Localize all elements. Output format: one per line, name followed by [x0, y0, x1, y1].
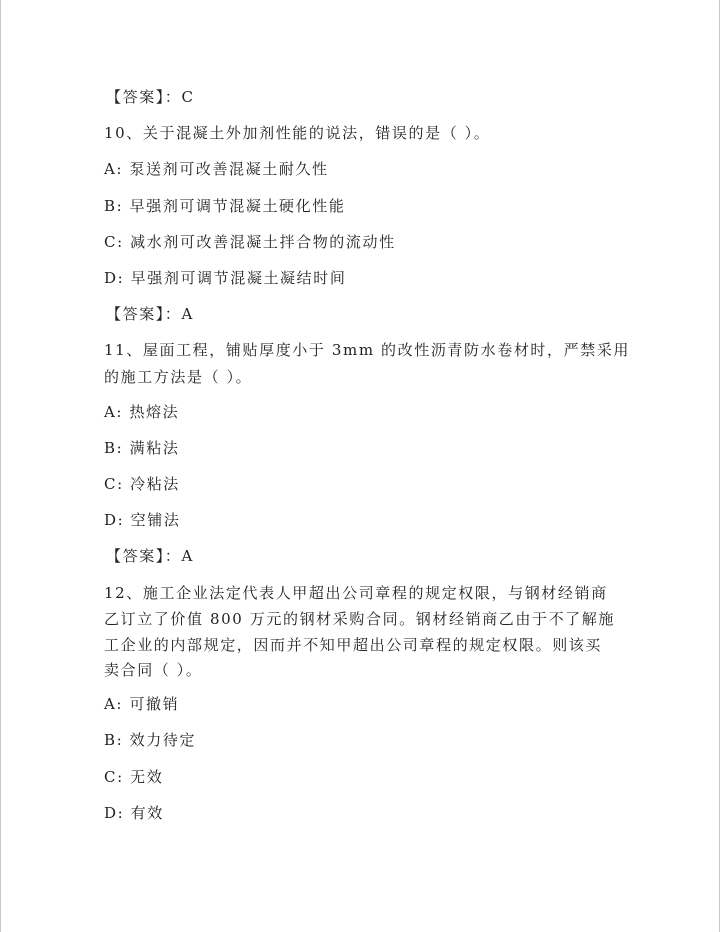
question-10-option-c: C: 减水剂可改善混凝土拌合物的流动性 — [104, 233, 396, 251]
question-11-option-b: B: 满粘法 — [104, 439, 180, 457]
question-11-option-a: A: 热熔法 — [104, 403, 180, 421]
question-11-stem-line-1: 11、屋面工程，铺贴厚度小于 3mm 的改性沥青防水卷材时，严禁采用 — [104, 341, 631, 359]
question-11-stem-line-2: 的施工方法是（ ）。 — [104, 368, 253, 386]
question-12-option-b: B: 效力待定 — [104, 731, 197, 749]
question-10-option-a: A: 泵送剂可改善混凝土耐久性 — [104, 160, 329, 178]
question-10-stem: 10、关于混凝土外加剂性能的说法，错误的是（ ）。 — [104, 124, 491, 142]
question-11-option-c: C: 冷粘法 — [104, 475, 180, 493]
question-12-stem-line-2: 乙订立了价值 800 万元的钢材采购合同。钢材经销商乙由于不了解施 — [104, 610, 615, 628]
question-10-option-b: B: 早强剂可调节混凝土硬化性能 — [104, 197, 346, 215]
answer-line: 【答案】：A — [106, 305, 194, 323]
question-11-option-d: D: 空铺法 — [104, 511, 181, 529]
question-12-stem-line-3: 工企业的内部规定，因而并不知甲超出公司章程的规定权限。则该买 — [104, 636, 603, 654]
question-12-option-d: D: 有效 — [104, 804, 164, 822]
answer-line: 【答案】：C — [106, 88, 195, 106]
question-10-option-d: D: 早强剂可调节混凝土凝结时间 — [104, 269, 347, 287]
question-12-stem-line-4: 卖合同（ ）。 — [104, 661, 203, 679]
page-border-left — [0, 0, 1, 932]
answer-line: 【答案】：A — [106, 547, 194, 565]
question-12-stem-line-1: 12、施工企业法定代表人甲超出公司章程的规定权限，与钢材经销商 — [104, 584, 608, 602]
question-12-option-c: C: 无效 — [104, 768, 164, 786]
question-12-option-a: A: 可撤销 — [104, 695, 180, 713]
